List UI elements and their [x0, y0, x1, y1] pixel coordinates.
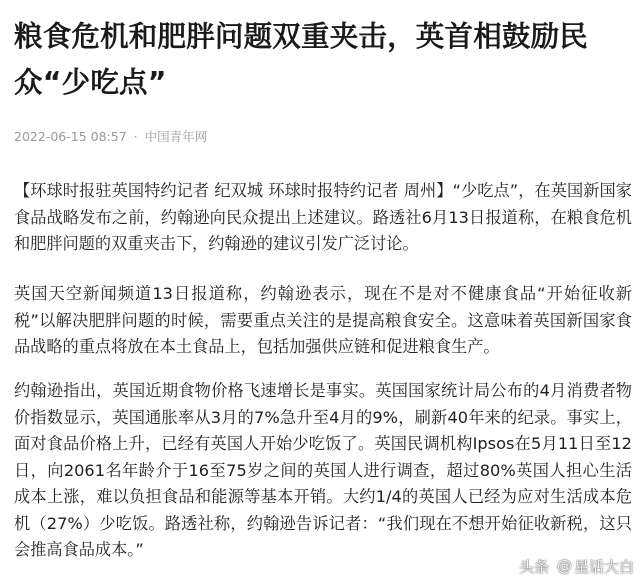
publish-date: 2022-06-15 08:57: [14, 129, 127, 144]
watermark-at: @: [556, 557, 572, 575]
article-paragraph-1: 【环球时报驻英国特约记者 纪双城 环球时报特约记者 周州】“少吃点”，在英国新国家食品战略发布之前，约翰逊向民众提出上述建议。路透社6月13日报道称，在粮食危机和肥胖问题的双重夹击下，约翰逊的建议引发广泛讨论。: [14, 181, 632, 253]
watermark-account: 星话大白: [573, 557, 634, 576]
article-paragraph-3: 约翰逊指出，英国近期食物价格飞速增长是事实。英国国家统计局公布的4月消费者物价指数显示，英国通胀率从3月的7%急升至4月的9%，刷新40年来的纪录。事实上，面对食品价格上升，已经有英国人开始少吃饭了。英国民调机构Ipsos在5月11日至12日，向2061名年龄介于16至75岁之间的英国人进行调查，超过80%英国人担心生活成本上涨，难以负担食品和能源等基本开销。大约1/4的英国人已经为应对生活成本危机（27%）少吃饭。路透社称，约翰逊告诉记者：“我们现在不想开始征收新税，这只会推高食品成本。”: [14, 381, 632, 559]
article-meta: [14, 128, 207, 146]
watermark: [519, 554, 634, 578]
watermark-platform: 头条: [518, 557, 549, 576]
article-title: 粮食危机和肥胖问题双重夹击，英首相鼓励民众“少吃点”: [14, 20, 589, 99]
article-paragraph-2: 英国天空新闻频道13日报道称，约翰逊表示，现在不是对不健康食品“开始征收新税”以解决肥胖问题的时候，需要重点关注的是提高粮食安全。这意味着英国新国家食品战略的重点将放在本土食品上，包括加强供应链和促进粮食生产。: [14, 284, 632, 356]
meta-separator: ·: [133, 129, 138, 144]
article-source: 中国青年网: [144, 129, 208, 144]
